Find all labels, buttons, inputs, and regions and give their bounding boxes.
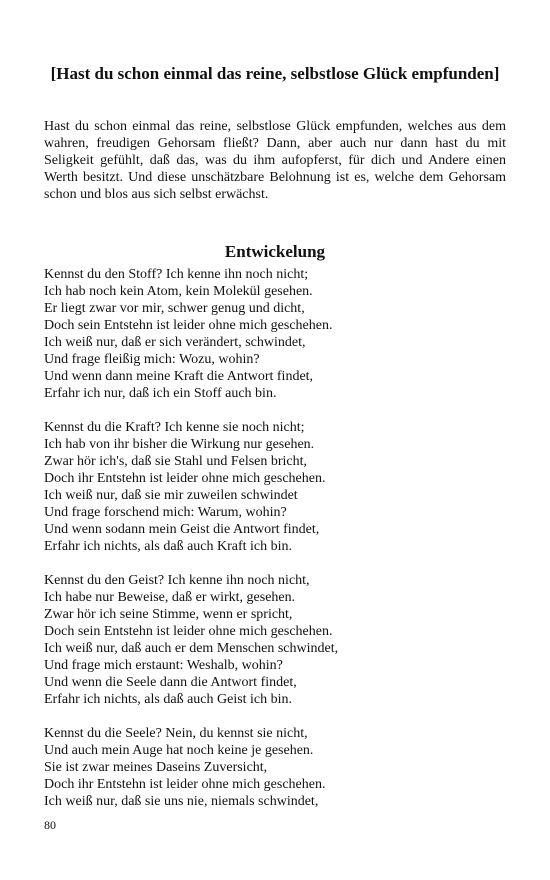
poem-line: Ich weiß nur, daß sie mir zuweilen schwindet [44, 488, 298, 503]
poem-title: Entwickelung [224, 242, 326, 261]
poem-line: Ich habe nur Beweise, daß er wirkt, gesehen. [44, 590, 296, 605]
poem-line: Kennst du die Seele? Nein, du kennst sie nicht, [44, 726, 308, 741]
poem-line: Kennst du den Stoff? Ich kenne ihn noch nicht; [44, 267, 309, 282]
poem-line: Kennst du den Geist? Ich kenne ihn noch nicht, [44, 573, 310, 588]
poem-line: Und wenn sodann mein Geist die Antwort findet, [44, 522, 320, 537]
poem-body [44, 266, 506, 827]
poem-line: Erfahr ich nur, daß ich ein Stoff auch bin. [44, 386, 277, 401]
section-title: [Hast du schon einmal das reine, selbstlose Glück empfunden] [50, 64, 500, 83]
poem-line: Ich weiß nur, daß auch er dem Menschen schwindet, [44, 641, 339, 656]
poem-line: Doch ihr Entstehn ist leider ohne mich geschehen. [44, 471, 326, 486]
poem-line: Ich weiß nur, daß er sich verändert, schwindet, [44, 335, 306, 350]
poem-stanza [44, 419, 506, 555]
poem-line: Doch sein Entstehn ist leider ohne mich geschehen. [44, 318, 333, 333]
poem-line: Doch ihr Entstehn ist leider ohne mich geschehen. [44, 777, 326, 792]
poem-line: Und wenn die Seele dann die Antwort findet, [44, 675, 297, 690]
poem-line: Doch sein Entstehn ist leider ohne mich geschehen. [44, 624, 333, 639]
page-number: 80 [44, 818, 56, 832]
poem-line: Zwar hör ich's, daß sie Stahl und Felsen bricht, [44, 454, 308, 469]
prose-paragraph: Hast du schon einmal das reine, selbstlose Glück empfunden, welches aus dem wahren, freudigen Gehorsam fließt? Dann, aber auch nur dann hast du mit Seligkeit gefühlt, daß das, was du ihm aufopferst, für dich und Andere einen Werth besitzt. Und diese unschätzbare Belohnung ist es, welche dem Gehorsam schon und blos aus sich selbst erwächst. [44, 119, 506, 202]
poem-line: Und frage forschend mich: Warum, wohin? [44, 505, 287, 520]
poem-stanza [44, 572, 506, 708]
poem-line: Ich hab von ihr bisher die Wirkung nur gesehen. [44, 437, 315, 452]
poem-line: Kennst du die Kraft? Ich kenne sie noch nicht; [44, 420, 305, 435]
poem-line: Und frage mich erstaunt: Weshalb, wohin? [44, 658, 283, 673]
poem-line: Ich weiß nur, daß sie uns nie, niemals schwindet, [44, 794, 319, 809]
poem-line: Erfahr ich nichts, als daß auch Geist ich bin. [44, 692, 293, 707]
poem-line: Erfahr ich nichts, als daß auch Kraft ich bin. [44, 539, 293, 554]
poem-stanza [44, 266, 506, 402]
poem-line: Sie ist zwar meines Daseins Zuversicht, [44, 760, 268, 775]
poem-line: Zwar hör ich seine Stimme, wenn er spricht, [44, 607, 293, 622]
poem-line: Und wenn dann meine Kraft die Antwort findet, [44, 369, 314, 384]
poem-line: Und frage fleißig mich: Wozu, wohin? [44, 352, 260, 367]
poem-line: Er liegt zwar vor mir, schwer genug und dicht, [44, 301, 305, 316]
poem-line: Und auch mein Auge hat noch keine je gesehen. [44, 743, 314, 758]
poem-stanza [44, 725, 506, 810]
poem-line: Ich hab noch kein Atom, kein Molekül gesehen. [44, 284, 313, 299]
